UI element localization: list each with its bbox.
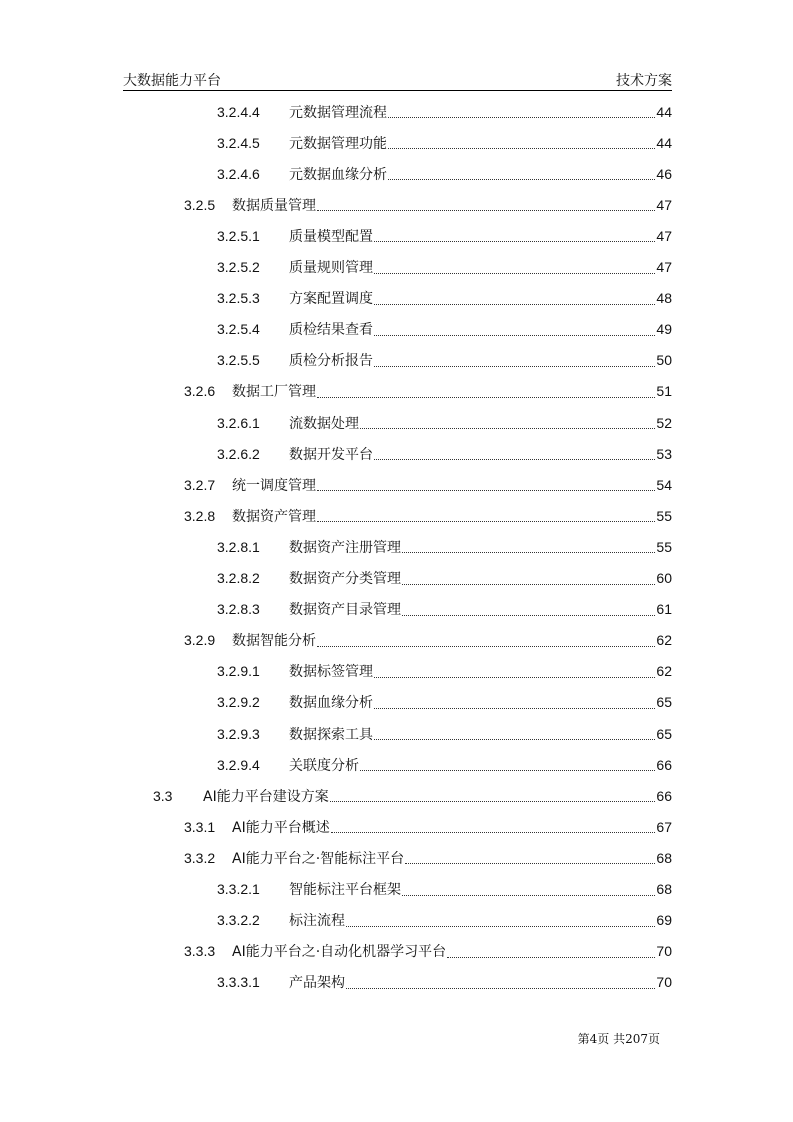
toc-entry[interactable] xyxy=(217,407,672,438)
toc-entry-page: 44 xyxy=(656,103,672,120)
toc-dot-leader xyxy=(388,178,655,180)
toc-dot-leader xyxy=(317,209,655,211)
toc-entry[interactable] xyxy=(184,842,672,873)
toc-dot-leader xyxy=(402,583,655,585)
toc-entry-title: AI能力平台概述 xyxy=(232,819,330,836)
toc-entry-page: 69 xyxy=(656,912,672,929)
toc-entry-number: 3.2.4.5 xyxy=(217,134,260,151)
toc-entry-page: 55 xyxy=(656,538,672,555)
toc-entry-title: 数据血缘分析 xyxy=(289,695,373,712)
toc-entry-page: 51 xyxy=(656,383,672,400)
toc-entry-title: 数据智能分析 xyxy=(232,633,316,650)
toc-entry-title: 流数据处理 xyxy=(289,415,359,432)
toc-entry-page: 46 xyxy=(656,165,672,182)
toc-entry-number: 3.2.4.6 xyxy=(217,165,260,182)
toc-entry-number: 3.3 xyxy=(153,787,173,804)
toc-entry-title: 质检结果查看 xyxy=(289,322,373,339)
toc-entry[interactable] xyxy=(217,314,672,345)
toc-entry-title: 产品架构 xyxy=(289,975,345,992)
toc-dot-leader xyxy=(374,303,655,305)
toc-entry-page: 68 xyxy=(656,849,672,866)
toc-entry-number: 3.3.2.1 xyxy=(217,881,260,897)
toc-entry-page: 62 xyxy=(656,663,672,680)
toc-entry-page: 48 xyxy=(656,290,672,307)
toc-entry[interactable] xyxy=(217,158,672,189)
toc-entry-number: 3.3.3.1 xyxy=(217,974,260,991)
toc-entry-number: 3.2.4.4 xyxy=(217,103,260,120)
toc-entry-number: 3.2.5.1 xyxy=(217,227,260,244)
toc-entry[interactable] xyxy=(217,283,672,314)
toc-entry-page: 55 xyxy=(656,507,672,524)
toc-entry-title: 数据资产目录管理 xyxy=(289,602,401,619)
page-header xyxy=(123,64,672,91)
toc-entry-page: 66 xyxy=(656,787,672,804)
toc-entry-title: 数据工厂管理 xyxy=(232,384,316,401)
toc-entry[interactable] xyxy=(217,594,672,625)
toc-entry[interactable] xyxy=(153,780,672,811)
toc-entry[interactable] xyxy=(217,656,672,687)
header-doc-type: 技术方案 xyxy=(616,73,672,89)
toc-dot-leader xyxy=(374,676,655,678)
toc-entry-page: 68 xyxy=(656,881,672,897)
toc-entry-number: 3.2.7 xyxy=(184,476,216,493)
toc-entry-title: 标注流程 xyxy=(289,913,345,930)
toc-entry[interactable] xyxy=(184,625,672,656)
toc-entry[interactable] xyxy=(184,500,672,531)
toc-entry-page: 47 xyxy=(656,227,672,244)
toc-entry-page: 50 xyxy=(656,352,672,369)
toc-entry-page: 65 xyxy=(656,694,672,711)
toc-dot-leader xyxy=(317,489,655,491)
toc-entry-title: 质检分析报告 xyxy=(289,353,373,370)
toc-entry-page: 44 xyxy=(656,134,672,151)
toc-entry-title: AI能力平台之·智能标注平台 xyxy=(232,850,405,867)
toc-entry-number: 3.2.8 xyxy=(184,507,216,524)
toc-dot-leader xyxy=(374,738,655,740)
toc-dot-leader xyxy=(374,707,655,709)
toc-entry[interactable] xyxy=(217,96,672,127)
toc-entry[interactable] xyxy=(217,967,672,998)
toc-entry-number: 3.3.2 xyxy=(184,849,216,866)
toc-dot-leader xyxy=(346,987,655,989)
toc-entry-number: 3.2.5.2 xyxy=(217,259,260,275)
toc-entry-number: 3.2.6 xyxy=(184,383,216,400)
toc-entry[interactable] xyxy=(217,563,672,594)
toc-entry[interactable] xyxy=(217,749,672,780)
toc-dot-leader xyxy=(317,520,655,522)
header-doc-title: 大数据能力平台 xyxy=(123,73,221,89)
toc-entry[interactable] xyxy=(217,718,672,749)
toc-entry[interactable] xyxy=(217,252,672,283)
toc-entry-number: 3.2.6.2 xyxy=(217,445,260,462)
toc-entry-number: 3.2.8.3 xyxy=(217,601,260,618)
toc-entry-title: 智能标注平台框架 xyxy=(289,882,401,898)
toc-entry[interactable] xyxy=(184,189,672,220)
toc-entry-page: 65 xyxy=(656,725,672,742)
toc-entry[interactable] xyxy=(184,936,672,967)
toc-entry-title: 统一调度管理 xyxy=(232,477,316,494)
toc-entry[interactable] xyxy=(217,345,672,376)
toc-entry[interactable] xyxy=(217,438,672,469)
toc-entry-number: 3.2.9.1 xyxy=(217,663,260,680)
toc-dot-leader xyxy=(374,334,655,336)
toc-entry-page: 66 xyxy=(656,756,672,773)
toc-entry-number: 3.3.3 xyxy=(184,943,216,960)
toc-dot-leader xyxy=(374,240,655,242)
toc-entry-number: 3.2.9.2 xyxy=(217,694,260,711)
toc-dot-leader xyxy=(374,272,655,274)
toc-dot-leader xyxy=(402,614,655,616)
toc-entry-page: 70 xyxy=(656,974,672,991)
toc-entry-number: 3.2.9.4 xyxy=(217,756,260,773)
toc-entry-title: AI能力平台建设方案 xyxy=(203,788,329,805)
toc-dot-leader xyxy=(330,800,656,802)
toc-entry[interactable] xyxy=(217,905,672,936)
toc-entry-number: 3.2.6.1 xyxy=(217,414,260,431)
toc-entry-title: 数据探索工具 xyxy=(289,726,373,743)
toc-entry-title: 元数据管理流程 xyxy=(289,104,387,121)
toc-entry-page: 54 xyxy=(656,476,672,493)
toc-entry-title: 关联度分析 xyxy=(289,757,359,774)
toc-entry-page: 61 xyxy=(656,601,672,618)
toc-entry-title: 质量模型配置 xyxy=(289,228,373,245)
toc-dot-leader xyxy=(402,551,655,553)
toc-entry-number: 3.2.9.3 xyxy=(217,725,260,742)
toc-entry-title: 元数据管理功能 xyxy=(289,135,387,152)
toc-dot-leader xyxy=(402,894,655,896)
toc-entry[interactable] xyxy=(217,127,672,158)
toc-entry-page: 70 xyxy=(656,943,672,960)
page-footer: 第4页 共207页 xyxy=(577,1032,660,1046)
toc-entry-number: 3.2.9 xyxy=(184,632,216,649)
toc-entry[interactable] xyxy=(217,531,672,562)
toc-dot-leader xyxy=(374,458,655,460)
toc-entry[interactable] xyxy=(217,874,672,905)
toc-entry-number: 3.2.5.5 xyxy=(217,352,260,369)
toc-entry-number: 3.2.5 xyxy=(184,196,216,213)
toc-dot-leader xyxy=(405,862,655,864)
toc-entry-number: 3.2.8.2 xyxy=(217,570,260,586)
toc-dot-leader xyxy=(317,396,655,398)
toc-dot-leader xyxy=(360,427,655,429)
toc-entry-page: 60 xyxy=(656,570,672,586)
toc-entry-title: 质量规则管理 xyxy=(289,260,373,276)
toc-entry[interactable] xyxy=(217,687,672,718)
toc-entry-title: 元数据血缘分析 xyxy=(289,166,387,183)
toc-dot-leader xyxy=(374,365,655,367)
toc-entry-number: 3.3.1 xyxy=(184,818,216,835)
toc-dot-leader xyxy=(317,645,655,647)
toc-dot-leader xyxy=(388,147,655,149)
toc-entry-number: 3.2.5.3 xyxy=(217,290,260,307)
toc-entry[interactable] xyxy=(184,811,672,842)
toc-entry-page: 53 xyxy=(656,445,672,462)
toc-dot-leader xyxy=(331,831,656,833)
toc-entry-page: 62 xyxy=(656,632,672,649)
toc-entry-number: 3.3.2.2 xyxy=(217,912,260,929)
toc-dot-leader xyxy=(346,925,655,927)
toc-entry-title: 数据开发平台 xyxy=(289,446,373,463)
toc-entry-title: 数据质量管理 xyxy=(232,197,316,214)
toc-entry-number: 3.2.5.4 xyxy=(217,321,260,338)
toc-dot-leader xyxy=(388,116,655,118)
toc-entry-title: 方案配置调度 xyxy=(289,291,373,308)
toc-entry-title: 数据资产管理 xyxy=(232,508,316,525)
toc-entry-title: 数据资产分类管理 xyxy=(289,571,401,587)
toc-entry-page: 47 xyxy=(656,196,672,213)
toc-entry-number: 3.2.8.1 xyxy=(217,538,260,555)
toc-dot-leader xyxy=(360,769,655,771)
toc-entry-page: 47 xyxy=(656,259,672,275)
toc-entry[interactable] xyxy=(184,469,672,500)
toc-entry[interactable] xyxy=(184,376,672,407)
toc-entry-title: 数据资产注册管理 xyxy=(289,539,401,556)
toc-entry-title: 数据标签管理 xyxy=(289,664,373,681)
toc-entry[interactable] xyxy=(217,220,672,251)
toc-dot-leader xyxy=(447,956,655,958)
toc-entry-title: AI能力平台之·自动化机器学习平台 xyxy=(232,944,447,961)
toc-entry-page: 49 xyxy=(656,321,672,338)
toc-entry-page: 52 xyxy=(656,414,672,431)
toc-entry-page: 67 xyxy=(656,818,672,835)
